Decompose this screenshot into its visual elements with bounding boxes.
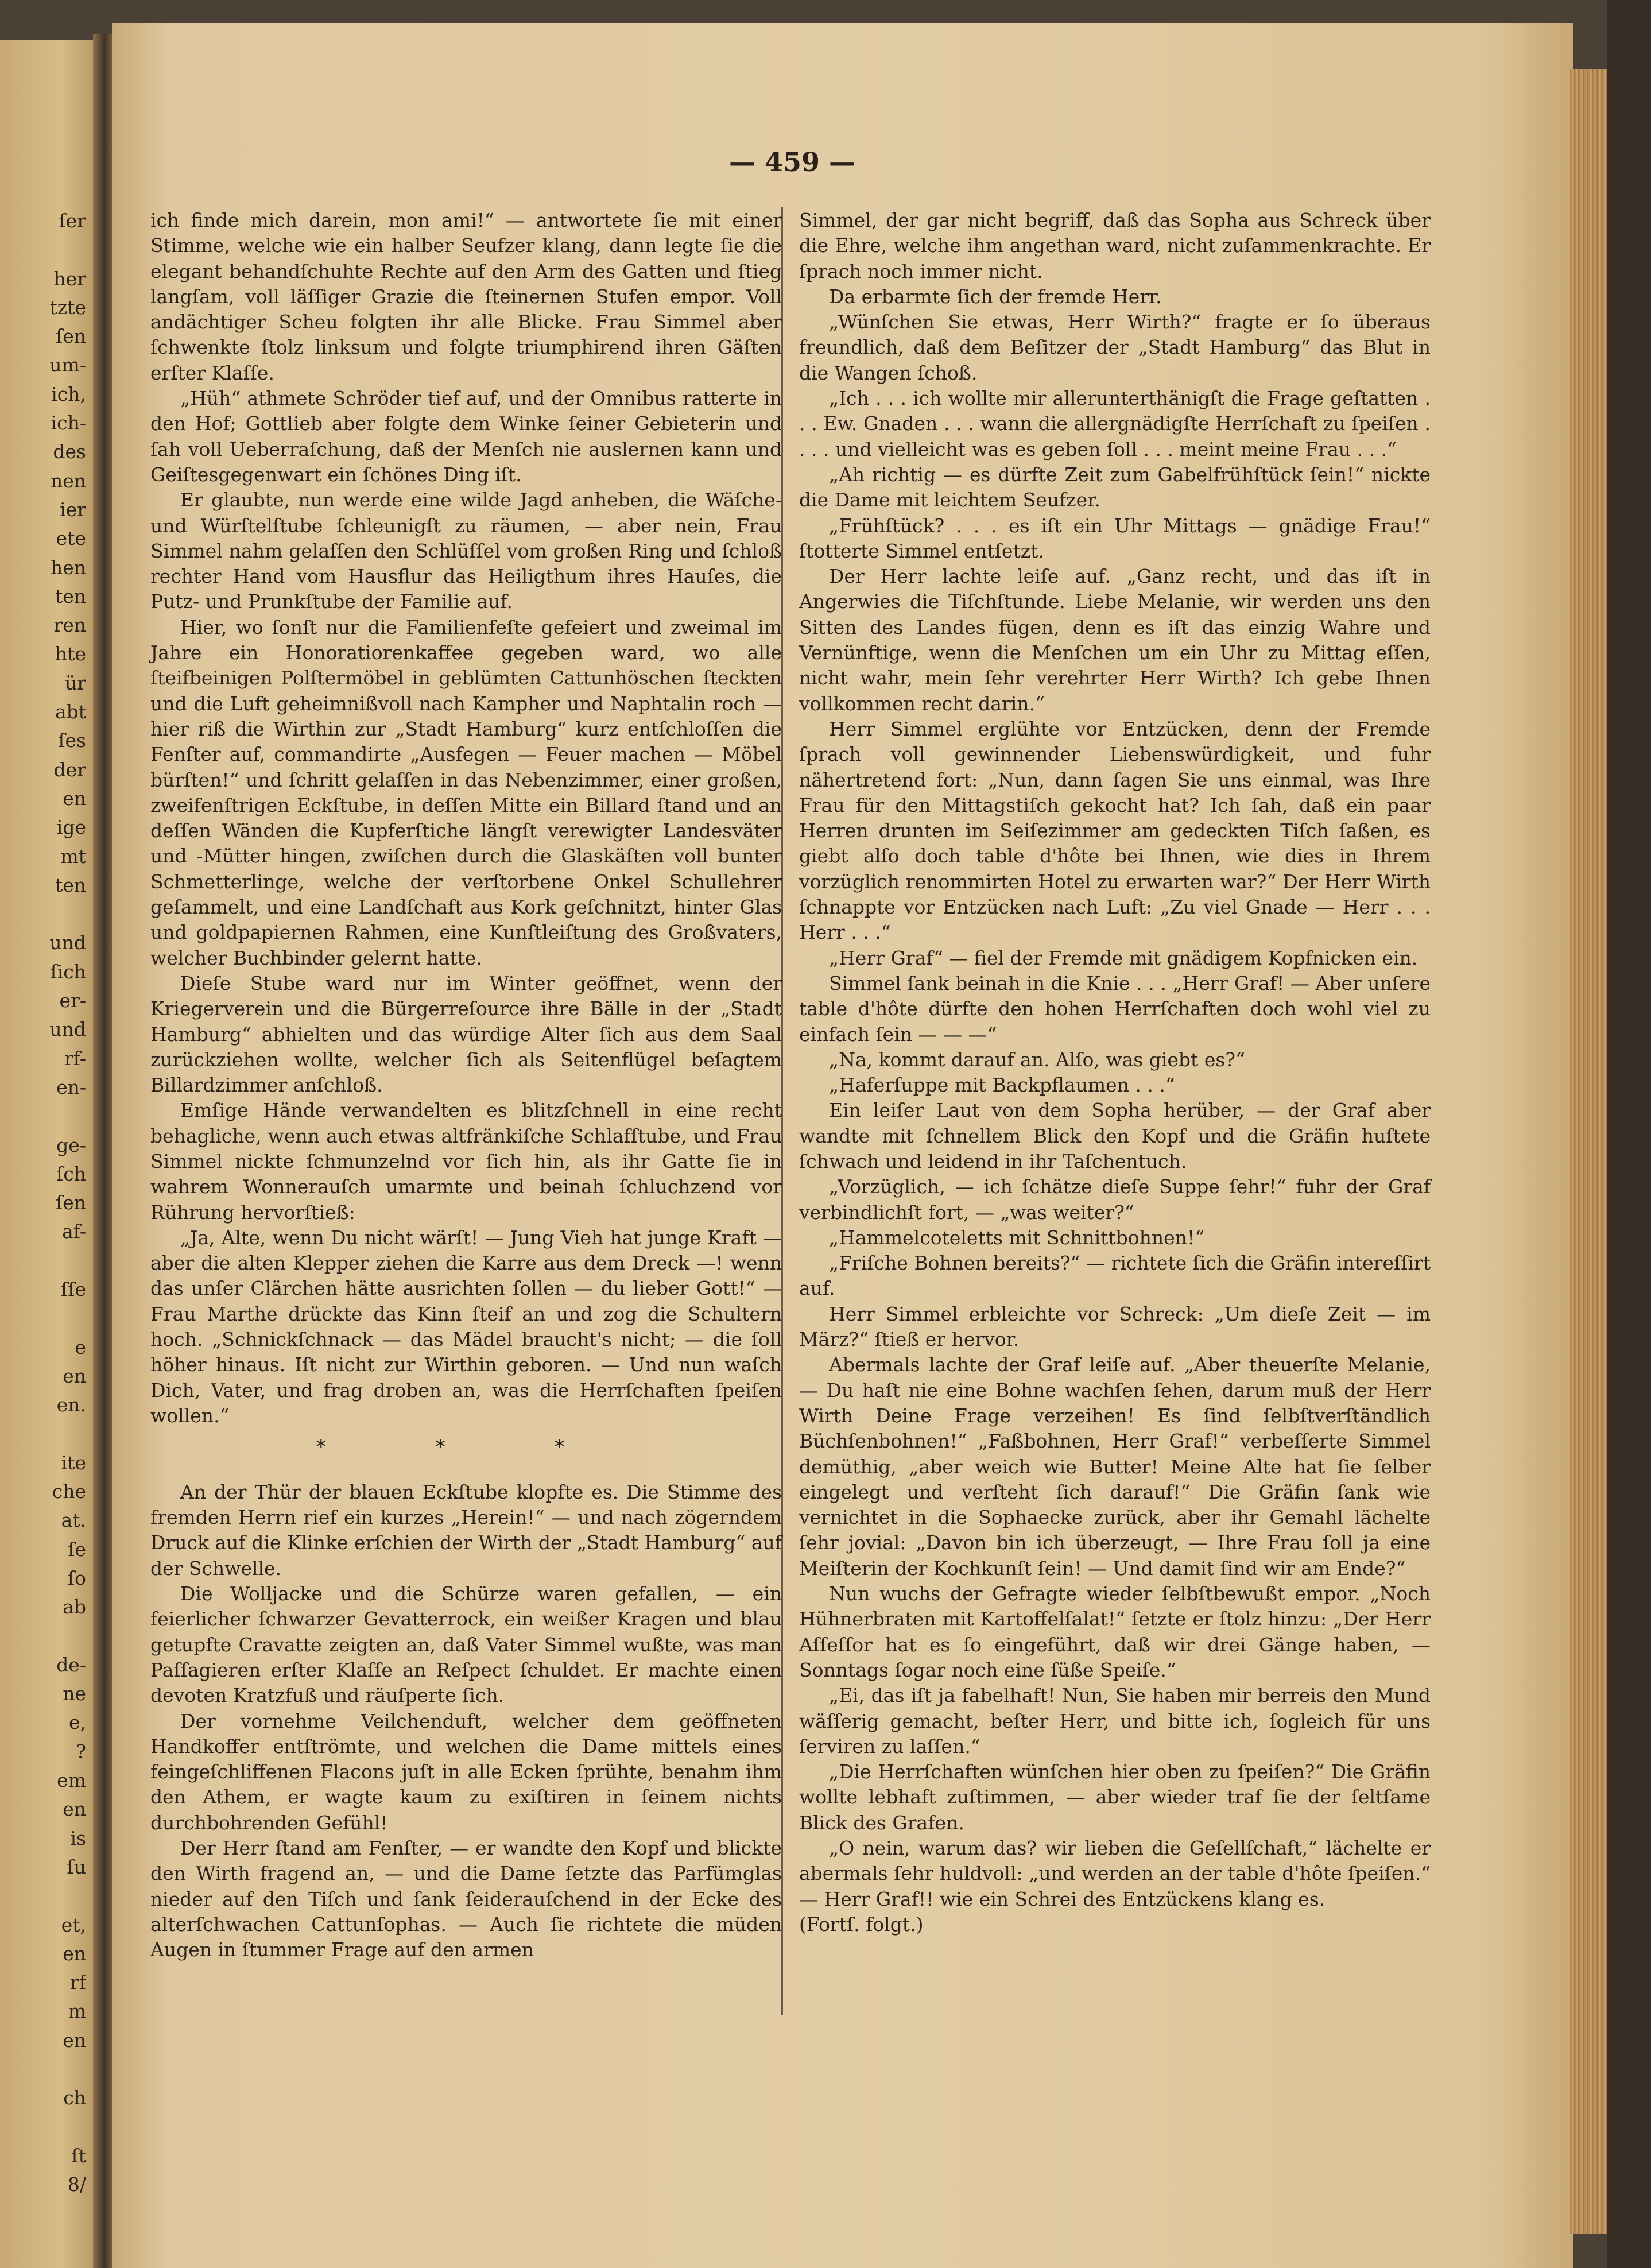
margin-fragment: ſch xyxy=(56,1162,86,1185)
paragraph: Nun wuchs der Gefragte wieder ſelbſtbewußt empor. „Noch Hühnerbraten mit Kartoffelſalat!“ ſetzte er ſtolz hinzu: „Der Herr Aſſeſſor hat es ſo eingeführt, daß wir drei Gänge haben, — Sonntags ſogar noch eine ſüße Speiſe.“ xyxy=(799,1582,1431,1681)
section-break: * * * xyxy=(316,1435,617,1459)
page-stack-edges xyxy=(1570,69,1607,2234)
paragraph: Hier, wo ſonſt nur die Familienfeſte gefeiert und zweimal im Jahre ein Honoratiorenkaffee gegeben ward, wo alle ſteifbeinigen Polſtermöbel in geblümten Cattunhöschen ſteckten und die Luft geheimnißvoll nach Kampher und Naphtalin roch — hier riß die Wirthin zur „Stadt Hamburg“ kurz entſchloſſen die Fenſter auf, commandirte „Ausfegen — Feuer machen — Möbel bürſten!“ und ſchritt gelaſſen in das Nebenzimmer, einer großen, zweifenſtrigen Eckſtube, in deſſen Mitte ein Billard ſtand und an deſſen Wänden die Kupferſtiche längſt verewigter Landesväter und -Mütter hingen, zwiſchen durch die Glaskäſten voll bunter Schmetterlinge, welche der verſtorbene Onkel Schullehrer geſammelt, und eine Landſchaft aus Kork geſchnitzt, hinter Glas und goldpapiernen Rahmen, eine Kunſtleiſtung des Großvaters, welcher Buchbinder gelernt hatte. xyxy=(150,616,782,969)
margin-fragment: und xyxy=(49,931,86,954)
margin-fragment: ier xyxy=(60,498,86,521)
margin-fragment: ſen xyxy=(56,325,86,348)
paragraph: An der Thür der blauen Eckſtube klopfte es. Die Stimme des fremden Herrn rief ein kurzes „Herein!“ — und nach zögerndem Druck auf die Klinke erſchien der Wirth der „Stadt Hamburg“ auf der Schwelle. xyxy=(150,1480,782,1580)
paragraph: „Haferſuppe mit Backpflaumen . . .“ xyxy=(829,1074,1175,1097)
margin-fragment: ten xyxy=(55,873,86,896)
paragraph: Ein leiſer Laut von dem Sopha herüber, — der Graf aber wandte mit ſchnellem Blick den Kopf und die Gräfin huſtete ſchwach und leidend in ihr Taſchentuch. xyxy=(799,1099,1431,1172)
paragraph: Er glaubte, nun werde eine wilde Jagd anheben, die Wäſche- und Würſtelſtube ſchleunigſt zu räumen, — aber nein, Frau Simmel nahm gelaſſen den Schlüſſel vom großen Ring und ſchloß rechter Hand vom Hausflur das Heiligthum ihres Hauſes, die Putz- und Prunkſtube der Familie auf. xyxy=(150,489,782,613)
margin-fragment: is xyxy=(70,1826,86,1849)
margin-fragment: en xyxy=(63,1942,86,1965)
paragraph: Emſige Hände verwandelten es blitzſchnell in eine recht behagliche, wenn auch etwas altfränkiſche Schlafſtube, und Frau Simmel nickte ſchmunzelnd vor ſich hin, als ihr Gatte ſie in wahrem Wonnerauſch umarmte und beinah ſchluchzend vor Rührung hervorſtieß: xyxy=(150,1099,782,1224)
paragraph: „Ich . . . ich wollte mir allerunterthänigſt die Frage geſtatten . . . Ew. Gnaden . . . wann die allergnädigſte Herrſchaft zu ſpeiſen . . . . und vielleicht was es geben ſoll . . . meint meine Frau . . .“ xyxy=(799,387,1431,460)
paragraph: „Na, kommt darauf an. Alſo, was giebt es?“ xyxy=(829,1048,1245,1071)
paragraph: „Hammelcoteletts mit Schnittbohnen!“ xyxy=(829,1226,1205,1249)
margin-fragment: ne xyxy=(63,1682,86,1705)
margin-fragment: ete xyxy=(56,527,86,550)
margin-fragment: de- xyxy=(56,1653,86,1676)
margin-fragment xyxy=(0,1622,86,1651)
margin-fragment: ge- xyxy=(56,1133,86,1156)
margin-fragment: und xyxy=(49,1018,86,1041)
margin-fragment: em xyxy=(57,1769,86,1792)
margin-fragment: er- xyxy=(59,989,86,1012)
margin-fragment xyxy=(0,1419,86,1448)
margin-fragment: des xyxy=(53,440,86,463)
margin-fragment xyxy=(0,1102,86,1131)
paragraph: Herr Simmel erglühte vor Entzücken, denn der Fremde ſprach voll gewinnender Liebenswürdigkeit, und fuhr nähertretend fort: „Nun, dann ſagen Sie uns einmal, was Ihre Frau für den Mittagstiſch gekocht hat? Ich ſah, daß ein paar Herren drunten im Seiſezimmer am gedeckten Tiſch ſaßen, es giebt alſo doch table d'hôte bei Ihnen, wie dies in Ihrem vorzüglich renommirten Hotel zu erwarten war?“ Der Herr Wirth ſchnappte vor Entzücken nach Luft: „Zu viel Gnade — Herr . . . Herr . . .“ xyxy=(799,717,1431,944)
margin-fragment: ige xyxy=(56,816,86,839)
margin-fragment: hte xyxy=(55,643,86,665)
margin-fragment xyxy=(0,235,86,264)
paragraph: Herr Simmel erbleichte vor Schreck: „Um dieſe Zeit — im März?“ ſtieß er hervor. xyxy=(799,1302,1431,1351)
margin-fragment: ich, xyxy=(51,382,86,405)
margin-fragment: m xyxy=(68,2000,86,2023)
margin-fragment: 8/ xyxy=(67,2173,86,2196)
margin-fragment: en xyxy=(63,2029,86,2052)
left-column xyxy=(150,208,782,1963)
margin-fragment: che xyxy=(52,1480,86,1503)
margin-fragment: ſo xyxy=(67,1566,86,1589)
margin-fragment: her xyxy=(53,267,86,290)
margin-fragment xyxy=(0,1304,86,1333)
previous-page-text-fragments xyxy=(0,207,86,2199)
margin-fragment: ſer xyxy=(59,210,86,232)
margin-fragment: ſich xyxy=(50,960,86,983)
continuation-note: (Fortſ. folgt.) xyxy=(799,1913,924,1936)
paragraph: Dieſe Stube ward nur im Winter geöffnet, wenn der Kriegerverein und die Bürgerreſource ihre Bälle in der „Stadt Hamburg“ abhielten und das würdige Alter ſich aus dem Saal zurückziehen wollte, welcher ſich als Seitenflügel beſagtem Billardzimmer anſchloß. xyxy=(150,972,782,1097)
paragraph: Der Herr ſtand am Fenſter, — er wandte den Kopf und blickte den Wirth fragend an, — und die Dame ſetzte das Parfümglas nieder auf den Tiſch und ſank ſeiderauſchend in der Ecke des alterſchwachen Cattunſophas. — Auch ſie richtete die müden Augen in ſtummer Frage auf den armen xyxy=(150,1837,782,1961)
paragraph: „Hüh“ athmete Schröder tief auf, und der Omnibus ratterte in den Hof; Gottlieb aber folgte dem Winke ſeiner Gebieterin und ſah voll Ueberraſchung, daß der Menſch nie auslernen kann und Geiſtesgegenwart ein ſchönes Ding iſt. xyxy=(150,387,782,486)
margin-fragment: ſſe xyxy=(61,1278,86,1301)
margin-fragment: ten xyxy=(55,585,86,607)
right-column xyxy=(799,208,1431,1937)
margin-fragment: ür xyxy=(64,671,86,694)
margin-fragment: rf xyxy=(70,1971,86,1994)
paragraph: „Vorzüglich, — ich ſchätze dieſe Suppe ſehr!“ fuhr der Graf verbindlichſt fort, — „was weiter?“ xyxy=(799,1175,1431,1224)
margin-fragment: en xyxy=(63,1798,86,1821)
paragraph: „O nein, warum das? wir lieben die Geſellſchaft,“ lächelte er abermals ſehr huldvoll: „und werden an der table d'hôte ſpeiſen.“ — Herr Graf!! wie ein Schrei des Entzückens klang es. xyxy=(799,1837,1431,1910)
margin-fragment: et, xyxy=(61,1913,86,1936)
paragraph: Da erbarmte ſich der fremde Herr. xyxy=(829,285,1162,308)
margin-fragment: ich- xyxy=(51,412,86,435)
margin-fragment: e, xyxy=(68,1711,86,1734)
margin-fragment: rf- xyxy=(64,1047,86,1070)
margin-fragment: mt xyxy=(60,845,86,868)
paragraph: Simmel ſank beinah in die Knie . . . „Herr Graf! — Aber unſere table d'hôte dürfte den hohen Herrſchaften doch wohl viel zu einfach ſein — — —“ xyxy=(799,972,1431,1046)
paragraph: „Die Herrſchaften wünſchen hier oben zu ſpeiſen?“ Die Gräfin wollte lebhaft zuſtimmen, — aber wieder traf ſie der ſeltſame Blick des Grafen. xyxy=(799,1760,1431,1834)
margin-fragment: ren xyxy=(53,614,86,637)
margin-fragment: ſen xyxy=(56,1191,86,1214)
margin-fragment: at. xyxy=(61,1509,86,1532)
margin-fragment: um- xyxy=(49,354,86,377)
margin-fragment: der xyxy=(53,758,86,781)
paragraph: „Ei, das iſt ja fabelhaft! Nun, Sie haben mir berreis den Mund wäſſerig gemacht, beſter Herr, und bitte ich, ſogleich für uns ſerviren zu laſſen.“ xyxy=(799,1684,1431,1758)
margin-fragment xyxy=(0,900,86,928)
margin-fragment xyxy=(0,2055,86,2084)
margin-fragment: ſe xyxy=(68,1538,86,1561)
paragraph: „Wünſchen Sie etwas, Herr Wirth?“ fragte er ſo überaus freundlich, daß dem Beſitzer der „Stadt Hamburg“ das Blut in die Wangen ſchoß. xyxy=(799,311,1431,384)
paragraph: „Friſche Bohnen bereits?“ — richtete ſich die Gräfin intereſſirt auf. xyxy=(799,1252,1431,1300)
margin-fragment: ab xyxy=(63,1596,86,1619)
paragraph: „Ah richtig — es dürfte Zeit zum Gabelfrühſtück ſein!“ nickte die Dame mit leichtem Seufzer. xyxy=(799,463,1431,512)
margin-fragment: tzte xyxy=(49,296,86,319)
margin-fragment xyxy=(0,2113,86,2142)
margin-fragment: en- xyxy=(56,1075,86,1098)
margin-fragment: ſes xyxy=(58,729,86,752)
margin-fragment: en xyxy=(63,787,86,810)
book-cover-edge xyxy=(1607,0,1651,2268)
paragraph: Simmel, der gar nicht begriff, daß das Sopha aus Schreck über die Ehre, welche ihm angethan ward, nicht zuſammenkrachte. Er ſprach noch immer nicht. xyxy=(799,209,1431,282)
margin-fragment: e xyxy=(75,1336,86,1359)
paragraph: Abermals lachte der Graf leiſe auf. „Aber theuerſte Melanie, — Du haſt nie eine Bohne wachſen ſehen, darum muß der Herr Wirth Deine Frage verzeihen! Es ſind ſelbſtverſtändlich Büchſenbohnen!“ „Faßbohnen, Herr Graf!“ verbeſſerte Simmel demüthig, „aber weich wie Butter! Meine Alte hat ſie ſelber eingelegt und verſteht ſich darauf!“ Die Gräfin ſank wie vernichtet in die Sophaecke zurück, aber ihr Gemahl lächelte ſehr jovial: „Davon bin ich überzeugt, — Ihre Frau ſoll ja eine Meiſterin der Kochkunſt ſein! — Und damit ſind wir am Ende?“ xyxy=(799,1353,1431,1580)
paragraph: Die Wolljacke und die Schürze waren gefallen, — ein feierlicher ſchwarzer Gevatterrock, ein weißer Kragen und blau getupfte Cravatte zeigten an, daß Vater Simmel wußte, was man Paſſagieren erſter Klaſſe an Reſpect ſchuldet. Er machte einen devoten Kratzfuß und räuſperte ſich. xyxy=(150,1582,782,1707)
margin-fragment: ite xyxy=(61,1451,86,1474)
margin-fragment: af- xyxy=(62,1220,86,1243)
previous-page-edge xyxy=(0,40,100,2268)
margin-fragment: ? xyxy=(76,1740,86,1763)
margin-fragment xyxy=(0,1247,86,1275)
paragraph: Der vornehme Veilchenduft, welcher dem geöffneten Handkoffer entſtrömte, und welchen die Dame mittels eines feingeſchliffenen Flacons juſt in alle Ecken ſprühte, benahm ihm den Athem, er wagte kaum zu exiſtiren in ſeinem nichts durchbohrenden Gefühl! xyxy=(150,1709,782,1834)
paragraph: „Frühſtück? . . . es iſt ein Uhr Mittags — gnädige Frau!“ ſtotterte Simmel entſetzt. xyxy=(799,514,1431,562)
margin-fragment xyxy=(0,1882,86,1910)
margin-fragment: ſu xyxy=(67,1855,86,1878)
margin-fragment: hen xyxy=(50,556,86,579)
paragraph: „Ja, Alte, wenn Du nicht wärſt! — Jung Vieh hat junge Kraft — aber die alten Klepper ziehen die Karre aus dem Dreck —! wenn das unſer Clärchen hätte ausrichten ſollen — du lieber Gott!“ — Frau Marthe drückte das Kinn ſteif an und zog die Schultern hoch. „Schnickſchnack — das Mädel braucht's nicht; — die ſoll höher hinaus. Iſt nicht zur Wirthin geboren. — Und nun waſch Dich, Vater, und frag droben an, was die Herrſchaften ſpeiſen wollen.“ xyxy=(150,1226,782,1427)
page-number: — 459 — xyxy=(728,146,856,177)
margin-fragment: ch xyxy=(63,2087,86,2110)
margin-fragment: en xyxy=(63,1364,86,1387)
margin-fragment: ſt xyxy=(71,2144,86,2167)
paragraph: Der Herr lachte leiſe auf. „Ganz recht, und das iſt in Angerwies die Tiſchſtunde. Liebe Melanie, wir werden uns den Sitten des Landes fügen, denn es iſt das einzig Wahre und Vernünftige, wenn die Menſchen um ein Uhr zu Mittag eſſen, nicht wahr, mein ſehr verehrter Herr Wirth? Ich gebe Ihnen vollkommen recht darin.“ xyxy=(799,565,1431,715)
margin-fragment: nen xyxy=(50,469,86,492)
paragraph: „Herr Graf“ — fiel der Fremde mit gnädigem Kopfnicken ein. xyxy=(829,946,1418,969)
margin-fragment: abt xyxy=(55,700,86,723)
margin-fragment: en. xyxy=(56,1394,86,1416)
paragraph: ich finde mich darein, mon ami!“ — antwortete ſie mit einer Stimme, welche wie ein halber Seufzer klang, dann legte ſie die elegant behandſchuhte Rechte auf den Arm des Gatten und ſtieg langſam, voll läſſiger Grazie die ſteinernen Stufen empor. Voll andächtiger Scheu folgten ihr alle Blicke. Frau Simmel aber ſchwenkte ſtolz linksum und folgte triumphirend ihren Gäſten erſter Klaſſe. xyxy=(150,209,782,384)
